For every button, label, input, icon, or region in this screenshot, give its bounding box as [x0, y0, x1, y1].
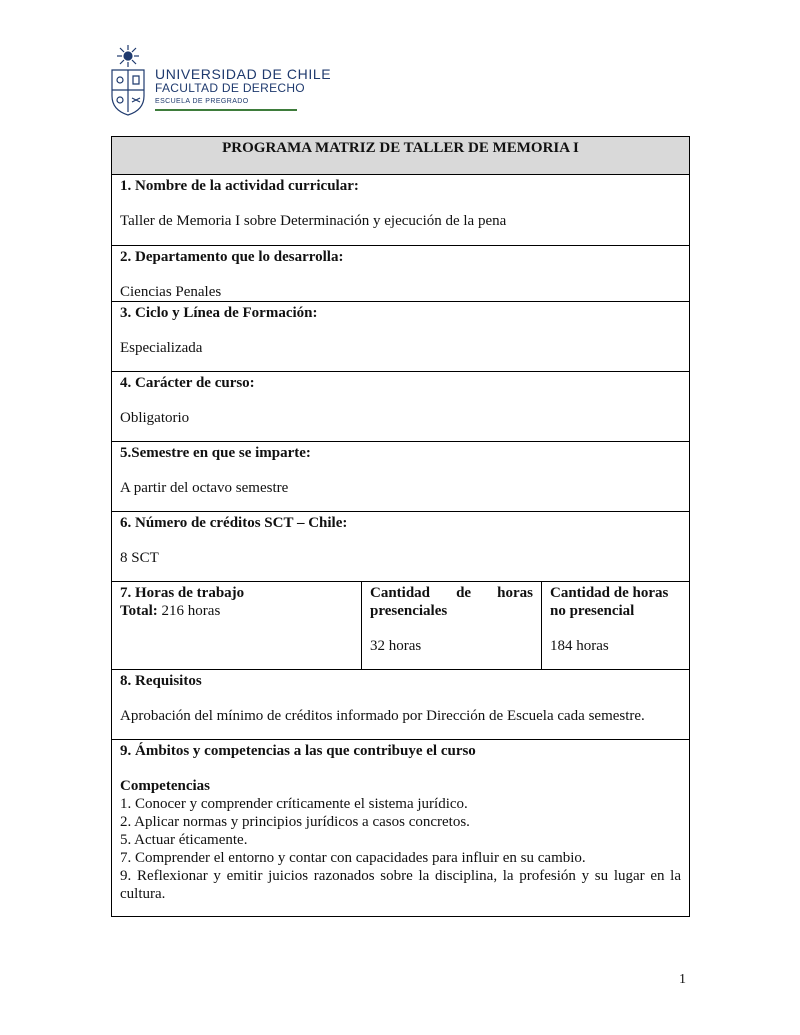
section-credits	[112, 512, 690, 582]
section-course-type	[112, 372, 690, 442]
competency-item-continued: cultura.	[120, 886, 166, 902]
presencial-hours-value: 32 horas	[370, 638, 422, 654]
program-title: PROGRAMA MATRIZ DE TALLER DE MEMORIA I	[112, 137, 690, 175]
section-value: Especializada	[120, 340, 203, 356]
section-heading: 5.Semestre en que se imparte:	[120, 445, 311, 461]
competency-item: 1. Conocer y comprender críticamente el sistema jurídico.	[120, 796, 468, 812]
section-cycle	[112, 302, 690, 372]
section-heading: 2. Departamento que lo desarrolla:	[120, 249, 344, 265]
logo-underline	[155, 109, 297, 111]
faculty-name: FACULTAD DE DERECHO	[155, 81, 305, 95]
section-value: Ciencias Penales	[120, 284, 222, 300]
program-table	[111, 136, 690, 917]
section-value: Aprobación del mínimo de créditos informado por Dirección de Escuela cada semestre.	[120, 708, 645, 724]
section-heading: 3. Ciclo y Línea de Formación:	[120, 305, 318, 321]
section-heading: 9. Ámbitos y competencias a las que contribuye el curso	[120, 743, 476, 759]
section-heading: 6. Número de créditos SCT – Chile:	[120, 515, 348, 531]
section-heading: 8. Requisitos	[120, 673, 202, 689]
section-heading: 4. Carácter de curso:	[120, 375, 255, 391]
competency-item: 5. Actuar éticamente.	[120, 832, 248, 848]
no-presencial-heading-line-2: no presencial	[550, 603, 635, 619]
section-work-hours	[112, 582, 362, 670]
page-number: 1	[679, 972, 686, 987]
section-competencies	[112, 740, 690, 917]
section-value: Taller de Memoria I sobre Determinación y ejecución de la pena	[120, 213, 507, 229]
section-department	[112, 246, 690, 302]
school-name: ESCUELA DE PREGRADO	[155, 98, 249, 105]
competency-item: 7. Comprender el entorno y contar con capacidades para influir en su cambio.	[120, 850, 586, 866]
section-value: 8 SCT	[120, 550, 159, 566]
section-heading: 1. Nombre de la actividad curricular:	[120, 178, 359, 194]
competencies-subheading: Competencias	[120, 778, 210, 794]
total-label: Total:	[120, 603, 158, 619]
section-value: A partir del octavo semestre	[120, 480, 289, 496]
presencial-hours-cell	[362, 582, 542, 670]
total-hours	[120, 602, 353, 620]
section-requirements	[112, 670, 690, 740]
section-activity-name	[112, 175, 690, 246]
section-heading: 7. Horas de trabajo	[120, 585, 245, 601]
no-presencial-hours-cell	[542, 582, 690, 670]
presencial-heading-line-1: Cantidad de horas	[370, 585, 533, 601]
university-seal-icon	[108, 44, 148, 116]
no-presencial-heading-line-1: Cantidad de horas	[550, 585, 669, 601]
university-logo	[108, 44, 332, 120]
presencial-heading-line-2: presenciales	[370, 603, 448, 619]
total-value: 216 horas	[157, 603, 221, 619]
section-semester	[112, 442, 690, 512]
university-name: UNIVERSIDAD DE CHILE	[155, 66, 332, 82]
no-presencial-hours-value: 184 horas	[550, 638, 609, 654]
competency-item: 2. Aplicar normas y principios jurídicos a casos concretos.	[120, 814, 470, 830]
competency-item: 9. Reflexionar y emitir juicios razonados sobre la disciplina, la profesión y su lugar en la	[120, 868, 681, 884]
section-value: Obligatorio	[120, 410, 190, 426]
